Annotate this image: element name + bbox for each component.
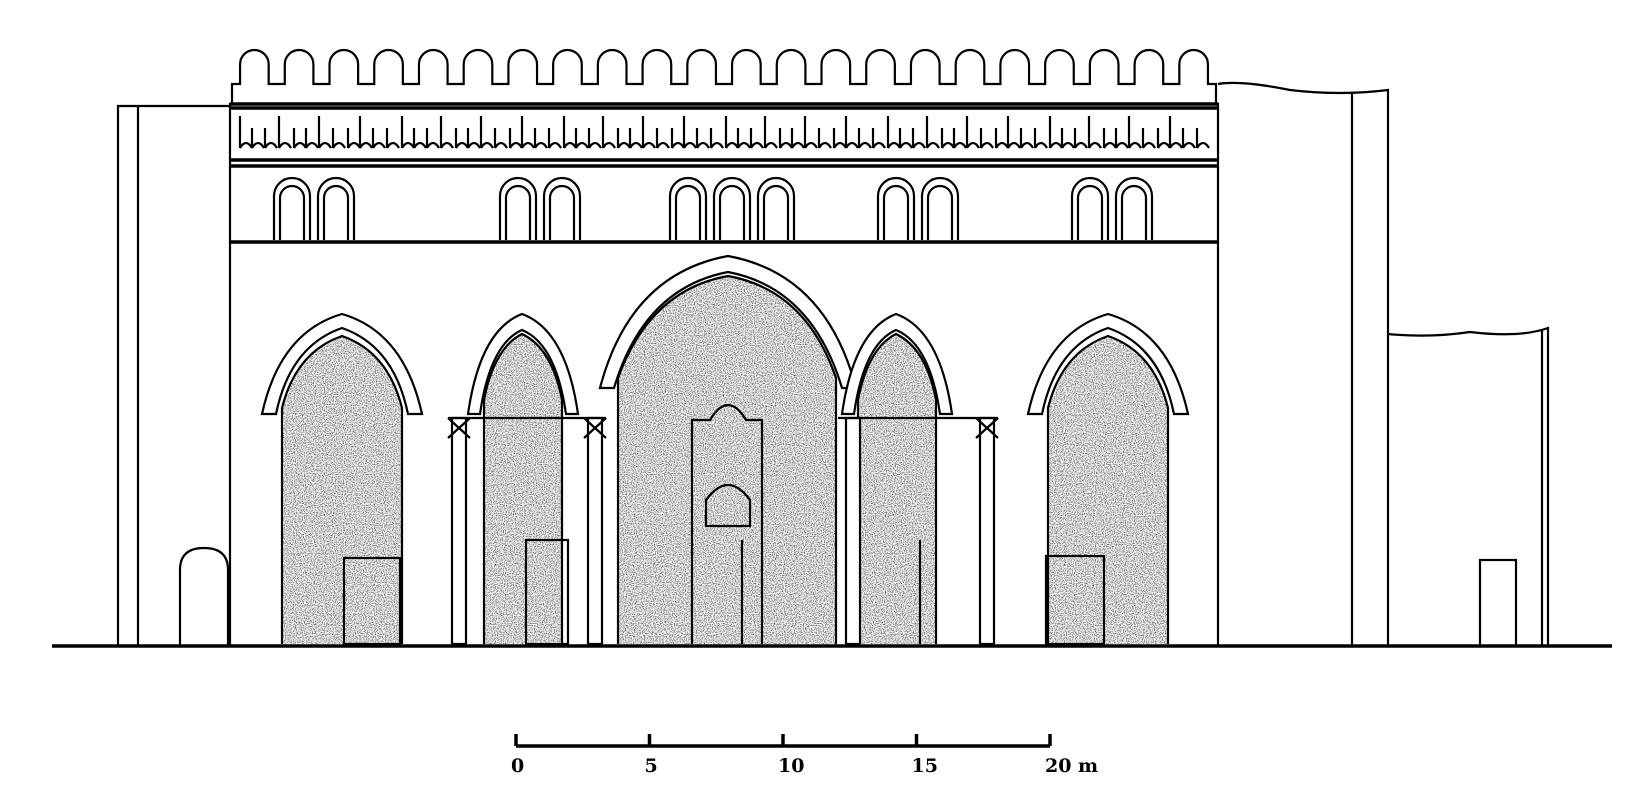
scale-tick-label: 10 xyxy=(778,755,805,777)
blind-arch xyxy=(274,178,310,240)
blind-arch xyxy=(1072,178,1108,240)
blind-arch xyxy=(1116,178,1152,240)
scale-bar xyxy=(511,734,1098,777)
scale-tick-label: 0 xyxy=(511,755,525,777)
arch-right-outer xyxy=(1028,314,1188,644)
arch-right-inner xyxy=(838,314,998,644)
blind-arch xyxy=(714,178,750,240)
blind-arch xyxy=(318,178,354,240)
blind-arch xyxy=(670,178,706,240)
blind-arch xyxy=(544,178,580,240)
scale-tick-label: 20 m xyxy=(1045,755,1099,777)
scale-tick-label: 15 xyxy=(911,755,938,777)
crenellation-parapet xyxy=(232,50,1216,104)
left-pier xyxy=(118,106,230,646)
arch-left-outer xyxy=(262,314,422,644)
blind-arch xyxy=(500,178,536,240)
arch-central xyxy=(600,256,856,644)
arch-left-inner xyxy=(448,314,606,644)
inscription-band xyxy=(230,108,1218,160)
blind-arch xyxy=(758,178,794,240)
blind-arch xyxy=(878,178,914,240)
left-doorway xyxy=(180,548,228,646)
scale-tick-label: 5 xyxy=(644,755,658,777)
blind-arcade xyxy=(274,178,1152,240)
right-doorway xyxy=(1480,560,1516,646)
right-wing xyxy=(1218,83,1548,646)
blind-arch xyxy=(922,178,958,240)
